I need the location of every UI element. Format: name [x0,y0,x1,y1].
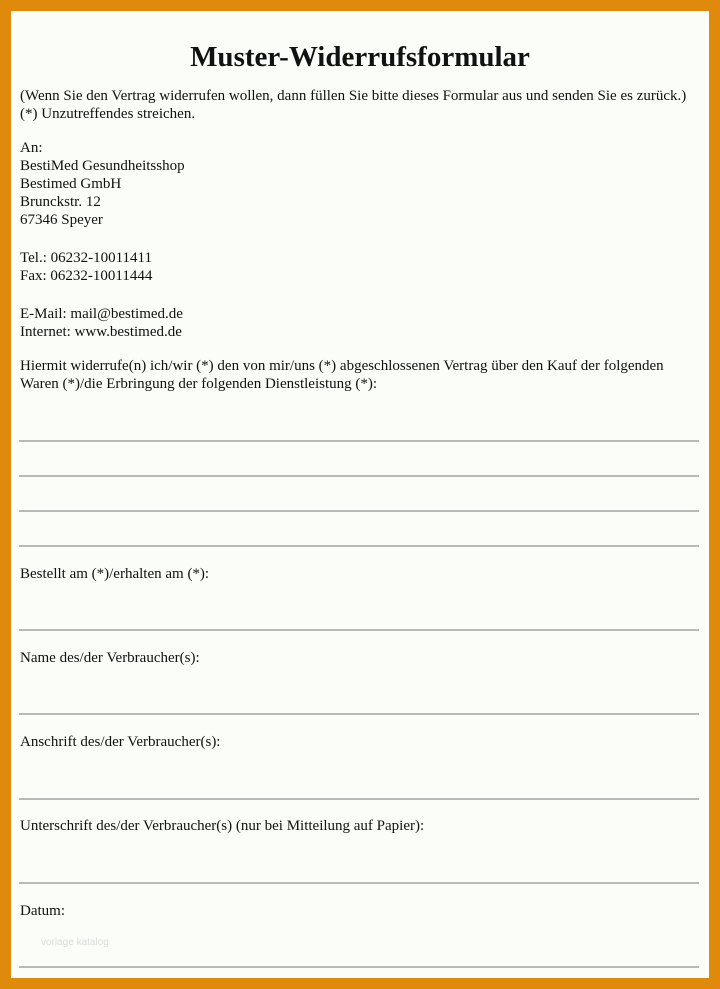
watermark-text: vorlage katalog [41,937,109,948]
email-address: E-Mail: mail@bestimed.de [20,306,183,322]
goods-entry-line[interactable] [19,440,699,442]
page-title: Muster-Widerrufsformular [190,41,530,73]
phone-number: Tel.: 06232-10011411 [20,250,152,266]
date-line[interactable] [19,966,699,968]
ordered-date-line[interactable] [19,629,699,631]
address-line: Bestimed GmbH [20,176,122,192]
address-line: Brunckstr. 12 [20,194,101,210]
withdrawal-statement: Hiermit widerrufe(n) ich/wir (*) den von mir/uns (*) abgeschlossenen Vertrag über den Kauf der folgenden Waren (*)/die Erbringung der folgenden Dienstleistung (*): [20,358,664,392]
goods-entry-line[interactable] [19,475,699,477]
website-address: Internet: www.bestimed.de [20,324,182,340]
address-line: 67346 Speyer [20,212,103,228]
fax-number: Fax: 06232-10011444 [20,268,153,284]
consumer-name-line[interactable] [19,713,699,715]
consumer-name-label: Name des/der Verbraucher(s): [20,650,200,666]
consumer-address-label: Anschrift des/der Verbraucher(s): [20,734,221,750]
date-label: Datum: [20,903,65,919]
goods-entry-line[interactable] [19,510,699,512]
consumer-address-line[interactable] [19,798,699,800]
address-to-label: An: [20,140,43,156]
intro-text: (Wenn Sie den Vertrag widerrufen wollen, dann füllen Sie bitte dieses Formular aus und senden Sie es zurück.) (*) Unzutreffendes streichen. [20,88,687,122]
signature-line[interactable] [19,882,699,884]
ordered-date-label: Bestellt am (*)/erhalten am (*): [20,566,210,582]
goods-entry-line[interactable] [19,545,699,547]
signature-label: Unterschrift des/der Verbraucher(s) (nur bei Mitteilung auf Papier): [20,818,425,834]
recipient-address [20,139,185,229]
address-line: BestiMed Gesundheitsshop [20,158,185,174]
web-contact [20,305,183,341]
form-page [11,11,709,978]
phone-contact [20,249,152,285]
